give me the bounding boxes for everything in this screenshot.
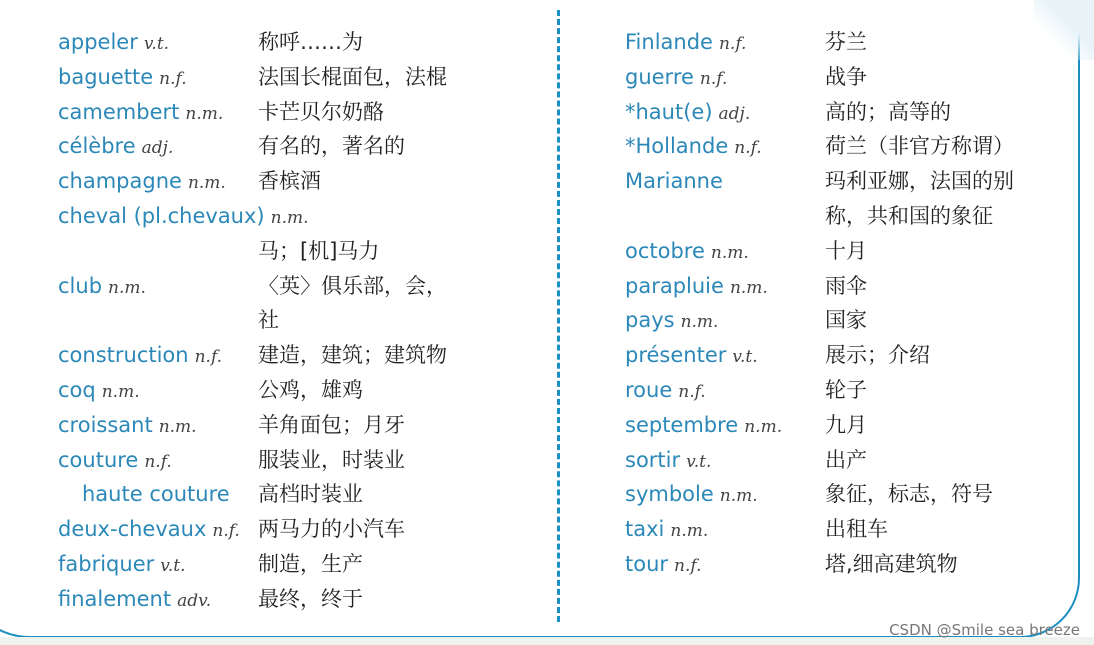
french-word <box>82 477 230 511</box>
french-word <box>58 547 186 583</box>
word-text: *haut(e) <box>625 99 713 124</box>
french-word <box>58 129 173 165</box>
word-text: croissant <box>58 412 153 437</box>
part-of-speech: n.m. <box>185 103 224 124</box>
chinese-meaning: 香槟酒 <box>258 169 321 194</box>
chinese-meaning: 芬兰 <box>825 30 867 54</box>
word-text: deux-chevaux <box>58 517 207 542</box>
part-of-speech: n.f. <box>194 347 223 368</box>
french-word <box>625 477 758 513</box>
part-of-speech: v.t. <box>686 451 712 472</box>
word-text: champagne <box>58 169 182 194</box>
part-of-speech: n.m. <box>158 416 197 437</box>
part-of-speech: n.m. <box>101 381 140 402</box>
french-word <box>625 373 706 409</box>
part-of-speech: n.f. <box>699 68 728 89</box>
french-word <box>58 25 169 61</box>
word-text: taxi <box>625 517 665 542</box>
watermark: CSDN @Smile sea breeze <box>889 621 1080 639</box>
chinese-meaning: 展示；介绍 <box>825 343 930 368</box>
part-of-speech: n.m. <box>108 277 146 298</box>
chinese-meaning: 象征，标志，符号 <box>825 482 993 507</box>
word-text: septembre <box>625 412 739 437</box>
french-word <box>625 269 768 305</box>
word-text: pays <box>625 308 675 333</box>
chinese-meaning: 荷兰（非官方称谓） <box>825 134 1014 159</box>
word-text: coq <box>58 377 96 402</box>
part-of-speech: n.m. <box>710 242 749 263</box>
french-word <box>625 164 723 198</box>
chinese-meaning: 建造，建筑；建筑物 <box>258 343 447 368</box>
word-text: guerre <box>625 64 694 89</box>
french-word <box>625 443 711 479</box>
part-of-speech: n.m. <box>680 312 719 333</box>
chinese-meaning: 高的；高等的 <box>825 99 951 124</box>
chinese-meaning: 九月 <box>825 412 867 437</box>
french-word <box>625 60 727 96</box>
part-of-speech: n.m. <box>744 416 783 437</box>
word-text: club <box>58 273 103 298</box>
french-word <box>58 408 197 444</box>
part-of-speech: n.m. <box>187 173 226 194</box>
word-text: symbole <box>625 482 714 507</box>
word-text: sortir <box>625 447 681 472</box>
chinese-meaning: 社 <box>258 308 279 333</box>
french-word <box>625 338 758 374</box>
french-word <box>58 443 172 479</box>
french-word <box>625 129 762 165</box>
french-word <box>625 303 718 339</box>
french-word <box>58 512 240 548</box>
chinese-meaning: 轮子 <box>825 377 867 402</box>
chinese-meaning: 高档时装业 <box>258 482 363 507</box>
chinese-meaning: 十月 <box>825 238 867 263</box>
word-text: roue <box>625 377 673 402</box>
part-of-speech: n.m. <box>270 207 309 228</box>
word-text: parapluie <box>625 273 724 298</box>
chinese-meaning: 马；[机]马力 <box>258 238 380 263</box>
part-of-speech: n.m. <box>719 486 758 507</box>
chinese-meaning: 雨伞 <box>825 273 867 298</box>
part-of-speech: adv. <box>177 590 212 611</box>
word-text: *Hollande <box>625 134 729 159</box>
french-word <box>58 95 223 131</box>
part-of-speech: n.f. <box>678 381 706 402</box>
chinese-meaning: 玛利亚娜，法国的别 <box>825 169 1014 194</box>
word-text: tour <box>625 551 669 576</box>
chinese-meaning: 法国长棍面包，法棍 <box>258 64 447 89</box>
word-text: fabriquer <box>58 551 155 576</box>
word-text: cheval (pl.chevaux) <box>58 203 265 228</box>
part-of-speech: v.t. <box>143 34 170 54</box>
chinese-meaning: 公鸡，雄鸡 <box>258 377 363 402</box>
chinese-meaning: 〈英〉俱乐部，会， <box>258 273 447 298</box>
chinese-meaning: 国家 <box>825 308 867 333</box>
column-divider <box>557 10 560 622</box>
word-text: célèbre <box>58 134 136 159</box>
word-text: finalement <box>58 586 172 611</box>
chinese-meaning: 有名的，著名的 <box>258 134 405 159</box>
corner-decoration <box>1034 0 1094 60</box>
chinese-meaning: 出租车 <box>825 517 888 542</box>
word-text: couture <box>58 447 139 472</box>
french-word <box>625 408 782 444</box>
french-word <box>58 199 309 235</box>
word-text: octobre <box>625 238 705 263</box>
french-word <box>58 338 222 374</box>
chinese-meaning: 出产 <box>825 447 867 472</box>
chinese-meaning: 羊角面包；月牙 <box>258 412 405 437</box>
part-of-speech: n.f. <box>144 451 172 472</box>
part-of-speech: adj. <box>718 103 751 124</box>
chinese-meaning: 称呼……为 <box>258 30 363 54</box>
part-of-speech: n.f. <box>734 138 762 159</box>
word-text: présenter <box>625 343 727 368</box>
chinese-meaning: 制造，生产 <box>258 551 363 576</box>
chinese-meaning: 卡芒贝尔奶酪 <box>258 99 384 124</box>
chinese-meaning: 称，共和国的象征 <box>825 203 993 228</box>
french-word <box>625 234 749 270</box>
word-text: camembert <box>58 99 180 124</box>
part-of-speech: n.f. <box>159 68 187 89</box>
part-of-speech: adj. <box>141 138 174 159</box>
word-text: Marianne <box>625 169 723 194</box>
part-of-speech: n.f. <box>212 521 240 542</box>
part-of-speech: v.t. <box>732 347 758 368</box>
part-of-speech: n.m. <box>729 277 768 298</box>
french-word <box>625 25 746 61</box>
part-of-speech: v.t. <box>160 555 186 576</box>
french-word <box>58 60 187 96</box>
part-of-speech: n.f. <box>718 34 747 54</box>
part-of-speech: n.m. <box>670 521 709 542</box>
french-word <box>58 269 146 305</box>
french-word <box>625 547 701 583</box>
word-text: construction <box>58 343 189 368</box>
french-word <box>58 164 226 200</box>
french-word <box>58 582 211 618</box>
french-word <box>58 373 140 409</box>
part-of-speech: n.f. <box>674 555 702 576</box>
word-text: haute couture <box>82 482 230 507</box>
word-text: baguette <box>58 64 154 89</box>
word-text: Finlande <box>625 30 713 54</box>
chinese-meaning: 塔,细高建筑物 <box>825 551 958 576</box>
chinese-meaning: 服装业，时装业 <box>258 447 405 472</box>
chinese-meaning: 最终，终于 <box>258 586 363 611</box>
chinese-meaning: 两马力的小汽车 <box>258 517 405 542</box>
chinese-meaning: 战争 <box>825 64 867 89</box>
french-word <box>625 512 708 548</box>
word-text: appeler <box>58 30 138 54</box>
french-word <box>625 95 750 131</box>
